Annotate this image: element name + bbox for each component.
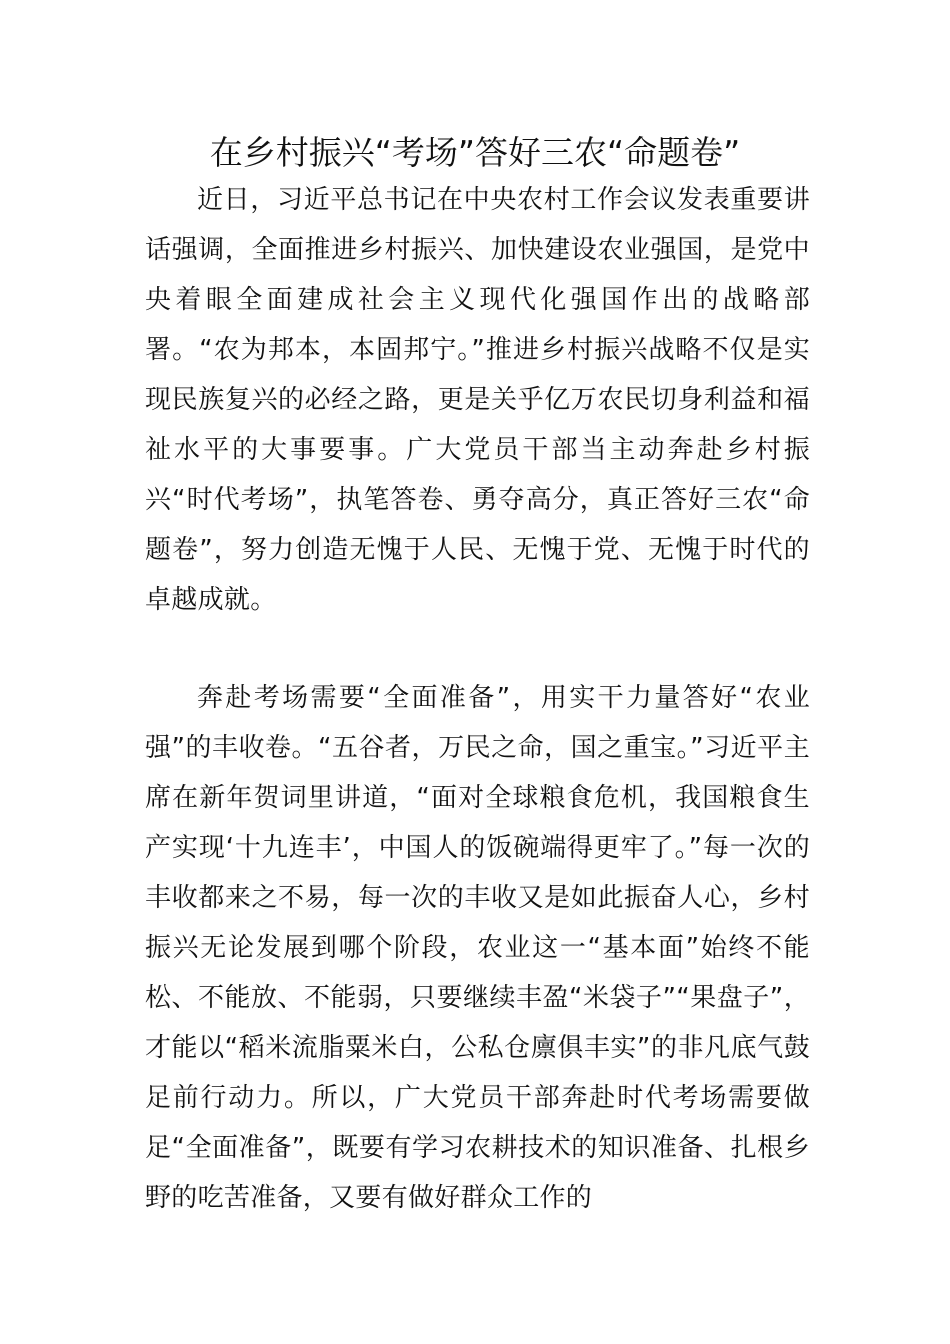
document-title: 在乡村振兴“考场”答好三农“命题卷”: [209, 133, 741, 172]
paragraph-1: 近日，习近平总书记在中央农村工作会议发表重要讲话强调，全面推进乡村振兴、加快建设农业强国，是党中央着眼全面建成社会主义现代化强国作出的战略部署。“农为邦本，本固邦宁。”推进乡村振兴战略不仅是实现民族复兴的必经之路，更是关乎亿万农民切身利益和福祉水平的大事要事。广大党员干部当主动奔赴乡村振兴“时代考场”，执笔答卷、勇夺高分，真正答好三农“命题卷”，努力创造无愧于人民、无愧于党、无愧于时代的卓越成就。: [145, 185, 810, 615]
paragraph-2: 奔赴考场需要“全面准备”，用实干力量答好“农业强”的丰收卷。“五谷者，万民之命，国之重宝。”习近平主席在新年贺词里讲道，“面对全球粮食危机，我国粮食生产实现‘十九连丰’，中国人的饭碗端得更牢了。”每一次的丰收都来之不易，每一次的丰收又是如此振奋人心，乡村振兴无论发展到哪个阶段，农业这一“基本面”始终不能松、不能放、不能弱，只要继续丰盈“米袋子”“果盘子”，才能以“稻米流脂粟米白，公私仓廪俱丰实”的非凡底气鼓足前行动力。所以，广大党员干部奔赴时代考场需要做足“全面准备”，既要有学习农耕技术的知识准备、扎根乡野的吃苦准备，又要有做好群众工作的: [145, 683, 810, 1213]
